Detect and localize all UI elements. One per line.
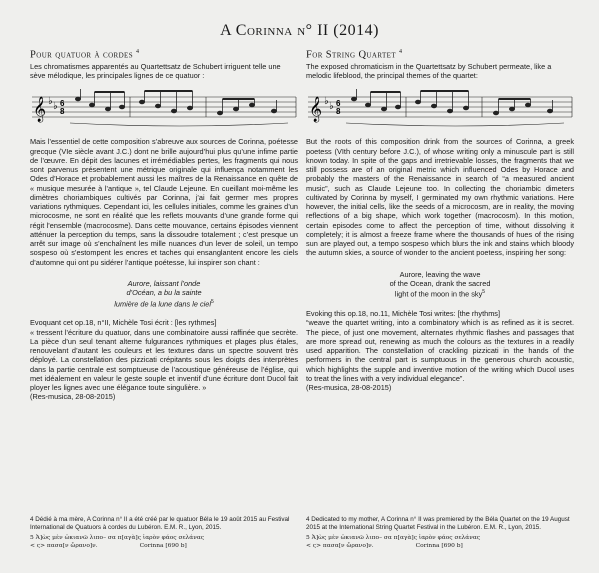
english-footnote-5-greek: 5 Ἀ]ὼς μὲν ὠκιανῶ λιπο– σα π[αγὰ]ς ἱαρὸν φάος σελάνας < ς> πασα[ν ὤρανο]ν. Corinna [690 b] (306, 535, 481, 549)
english-intro: The exposed chromaticism in the Quartettsatz by Schubert permeate, like a melodic lifeblood, the principal themes of the quartet: (306, 61, 552, 80)
english-poem: Aurore, leaving the wave of the Ocean, drank the sacred light of the moon in the sky$^5$ (389, 269, 491, 299)
french-quote-intro: Evoquant cet op.18, n°II, Michèle Tosi écrit : [les rythmes] (30, 318, 217, 328)
svg-text:8: 8 (336, 107, 341, 117)
french-footnote-5-greek: 5 Ἀ]ὼς μὲν ὠκιανῶ λιπο– σα π[αγὰ]ς ἱαρὸν φάος σελάνας < ς> πασα[ν ὤρανο]ν. Corinna [690 b] (30, 535, 205, 549)
french-poem: Aurore, laissant l’onde d’Océan, a bu la sainte lumière de la lune dans le ciel$^5$ (114, 278, 214, 308)
english-heading: For String Quartet $^4$ (306, 49, 403, 61)
svg-text:6: 6 (336, 99, 341, 109)
svg-text:♭: ♭ (53, 101, 58, 113)
music-staff-excerpt (30, 87, 298, 129)
treble-clef-icon: 𝄞 (309, 97, 323, 123)
svg-text:♭: ♭ (329, 101, 334, 113)
french-intro: Les chromatismes apparentés au Quartettsatz de Schubert irriguent telle une sève mélodique, les principales lignes de ce quatuor : (30, 61, 281, 80)
english-footnotes (306, 516, 574, 551)
english-column (306, 48, 574, 392)
svg-text:♭: ♭ (48, 96, 53, 108)
french-column (30, 48, 298, 402)
english-quote-source: (Res-musica, 28-08-2015) (306, 383, 392, 393)
french-body-text: Mais l’essentiel de cette composition s’abreuve aux sources de Corinna, poétesse grecque (VIe siècle avant J.C.) dont ne brille aujourd’hui plus qu’une infime partie de l’œuvre. En dépit des lacunes et irrémédiables pertes, les fragments qui nous sont parvenus présentent une métrique originale qui influença notamment les Odes d’Horace et probablement aussi les maîtres de la Renaissance en quête de « musique mesurée à l’antique », tel Claude Lejeune. En cueillant moi-même les dimètres choriambiques cultivés par Corinna, j’ai fait germer mes propres variations rythmiques. Cependant ici, les cellules initiales, comme les graines d’un microcosme, ne sont en réalité que les reflets mouvants d’une grande forme qui régit l’ensemble (macrocosme). Dans cette mouvance, certains épisodes viennent atténuer la perception du temps, sans la dissoudre totalement ; c’est presque un arrêt sur image où s’enchaînent les mille nuances d’un lever de soleil, un tempo sospeso où s’estompent les encres et taches qui ensanglantent encore les ciels d’automne qui ont pu sidérer l’antique poétesse, lui inspirer son chant : (30, 137, 298, 267)
treble-clef-icon: 𝄞 (33, 97, 47, 123)
svg-text:♭: ♭ (324, 96, 329, 108)
french-footnotes (30, 516, 298, 551)
english-quote-intro: Evoking this op.18, no.11, Michèle Tosi writes: [the rhythms] (306, 309, 501, 319)
svg-text:6: 6 (60, 99, 65, 109)
french-heading: Pour quatuor à cordes $^4$ (30, 49, 140, 61)
french-quote: « tressent l’écriture du quatuor, dans une combinatoire aussi raffinée que secrète. La pièce d’un seul tenant alterne fulgurances rythmiques et plages plus étales, renouvelant d’autant les couleurs et les textures dans un spectre souvent très déployé. La constellation des pizzicati crépitants sous les doigts des interprètes dans la partie centrale est somptueuse de l’acoustique généreuse de l’église, qui met idéalement en valeur le geste souple et inventif d’une écriture dont Ducol fait ployer les lignes avec une élégance toute singulière. » (30, 327, 298, 393)
english-body-text: But the roots of this composition drink from the sources of Corinna, a greek poetess (VIth century before J.C.), of whose writing only a minuscule part is still known today. In spite of the gaps and irretrievable losses, the fragments that we still possess are of an original metric which influenced Odes by Horace and probably the masters of the Renaissance in search of “a measured ancient music”, such as Claude Lejeune too. In collecting the choriambic dimeters cultivated by Corinna by myself, I germinated my own rhythmic variations. Here however, the initial cells, like the seeds of a microcosm, are in reality, the moving reflections of a big shape, which work together (macrocosm). In this motion, certain episodes come to affect the perception of time, without dissolving it completely; it is almost a freeze frame where the thousands of hues of the rising sun are played out, a tempo sospeso which blurs the ink and stains which bloody the autumn skies, a source of wonder to the ancient poetess, inspiring her song: (306, 137, 574, 258)
music-staff-excerpt (306, 87, 574, 129)
french-quote-source: (Res-musica, 28-08-2015) (30, 392, 116, 402)
english-footnote-4: 4 Dedicated to my mother, A Corinna n° II was premiered by the Béla Quartet on the 19 August 2015 at the International String Quartet Festival in the Lubéron. E.M. R., Lyon, 2015. (306, 516, 570, 532)
page-title: A Corinna n° II (2014) (220, 22, 379, 39)
english-quote: “weave the quartet writing, into a combinatory which is as refined as it is secret. The piece, of just one movement, alternates rhythmic flashes and passages that are more spread out, renewing as much the colours as the textures in a readily used apparition. The constellation of crackling pizzicati in the hands of the performers in the central part is sumptuous in the generous church acoustic, which highlights the supple and inventive motion of the writing which Ducol uses to treat the lines with a very individual elegance”. (306, 318, 574, 383)
french-footnote-4: 4 Dédié à ma mère, A Corinna n° II a été créé par le quatuor Béla le 19 août 2015 au Festival International de Quatuors à cordes du Lubéron. E.M. R., Lyon, 2015. (30, 516, 290, 532)
svg-text:8: 8 (60, 107, 65, 117)
